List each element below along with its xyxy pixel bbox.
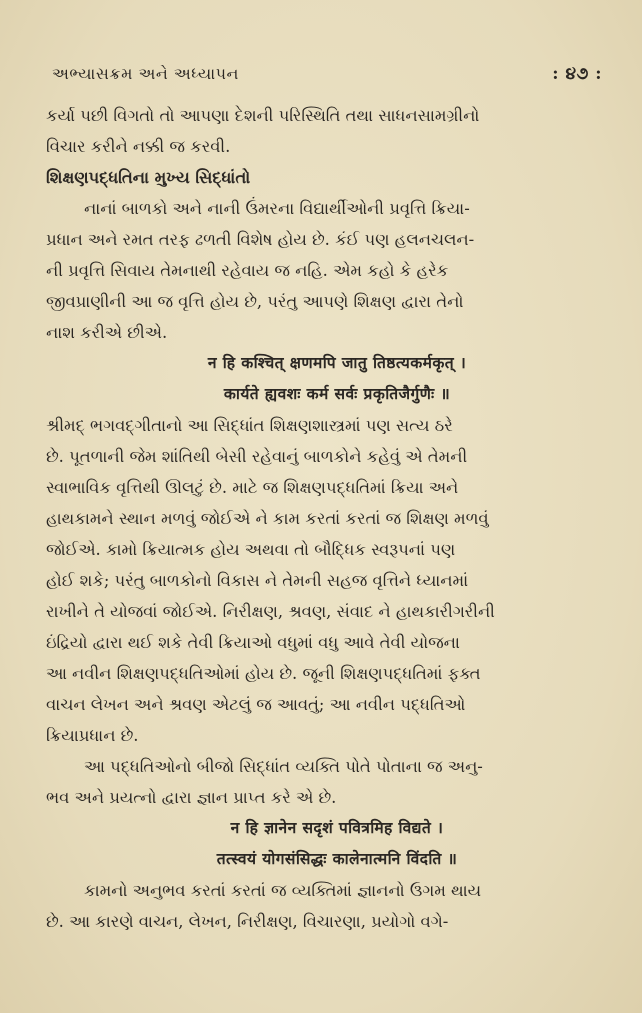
- verse-line: तत्स्वयं योगसंसिद्धः कालेनात्मनि विंदति ॥: [216, 850, 458, 868]
- text-line: આ નવીન શિક્ષણપદ્ધતિઓમાં હોય છે. જૂની શિક્ષણપદ્ધતિમાં ફક્ત: [46, 664, 481, 683]
- paragraph-start-line: નાનાં બાળકો અને નાની ઉંમરના વિદ્યાર્થીઓની પ્રવૃત્તિ ક્રિયા-: [84, 199, 470, 218]
- text-line: જોઈએ. કામો ક્રિયાત્મક હોય અથવા તો બૌદ્ધિક સ્વરૂપનાં પણ: [46, 540, 456, 559]
- text-line: સ્વાભાવિક વૃત્તિથી ઊલટું છે. માટે જ શિક્ષણપદ્ધતિમાં ક્રિયા અને: [46, 478, 459, 497]
- text-line: છે. પૂતળાની જેમ શાંતિથી બેસી રહેવાનું બાળકોને કહેવું એ તેમની: [46, 447, 468, 466]
- text-line: કર્યા પછી વિગતો તો આપણા દેશની પરિસ્થિતિ તથા સાધનસામગ્રીનો: [46, 106, 480, 125]
- paragraph-start-line: કામનો અનુભવ કરતાં કરતાં જ વ્યક્તિમાં જ્ઞાનનો ઉગમ થાય: [84, 881, 482, 900]
- text-line: રાખીને તે યોજવાં જોઈએ. નિરીક્ષણ, શ્રવણ, સંવાદ ને હાથકારીગરીની: [46, 602, 495, 621]
- text-line: વિચાર કરીને નક્કી જ કરવી.: [46, 137, 231, 156]
- running-head: [52, 62, 602, 86]
- text-line: ભવ અને પ્રયત્નો દ્વારા જ્ઞાન પ્રાપ્ત કરે એ છે.: [46, 788, 337, 807]
- text-line: નાશ કરીએ છીએ.: [46, 323, 168, 342]
- running-head-title: અભ્યાસક્રમ અને અધ્યાપન: [52, 64, 239, 83]
- text-line: ઇંદ્રિયો દ્વારા થઈ શકે તેવી ક્રિયાઓ વધુમાં વધુ આવે તેવી યોજના: [46, 633, 460, 652]
- page-number: : ૪૭ :: [552, 64, 602, 84]
- section-heading: શિક્ષણપદ્ધતિના મુખ્ય સિદ્ધાંતો: [46, 168, 251, 187]
- verse-line: न हि ज्ञानेन सदृशं पवित्रमिह विद्यते ।: [230, 819, 444, 837]
- verse-line: न हि कश्चित् क्षणमपि जातु तिष्ठत्यकर्मकृत् ।: [207, 354, 467, 372]
- text-line: જીવપ્રાણીની આ જ વૃત્તિ હોય છે, પરંતુ આપણે શિક્ષણ દ્વારા તેનો: [46, 292, 464, 311]
- text-line: હોઈ શકે; પરંતુ બાળકોનો વિકાસ ને તેમની સહજ વૃત્તિને ધ્યાનમાં: [46, 571, 469, 590]
- text-line: ની પ્રવૃત્તિ સિવાય તેમનાથી રહેવાય જ નહિ. એમ કહો કે હરેક: [46, 261, 449, 280]
- verse-line: कार्यते ह्यवशः कर्म सर्वः प्रकृतिजैर्गुणैः ॥: [223, 385, 451, 403]
- text-line: પ્રધાન અને રમત તરફ ઢળતી વિશેષ હોય છે. કંઈ પણ હલનચલન-: [46, 230, 475, 249]
- text-line: હાથકામને સ્થાન મળવું જોઈએ ને કામ કરતાં કરતાં જ શિક્ષણ મળવું: [46, 509, 489, 528]
- text-line: શ્રીમદ્ ભગવદ્ગીતાનો આ સિદ્ધાંત શિક્ષણશાસ્ત્રમાં પણ સત્ય ઠરે: [46, 416, 453, 435]
- body-text: [46, 100, 608, 937]
- text-line: ક્રિયાપ્રધાન છે.: [46, 726, 139, 745]
- text-line: વાચન લેખન અને શ્રવણ એટલું જ આવતું; આ નવીન પદ્ધતિઓ: [46, 695, 466, 714]
- text-line: છે. આ કારણે વાચન, લેખન, નિરીક્ષણ, વિચારણા, પ્રયોગો વગે-: [46, 912, 449, 931]
- paragraph-start-line: આ પદ્ધતિઓનો બીજો સિદ્ધાંત વ્યક્તિ પોતે પોતાના જ અનુ-: [84, 757, 483, 776]
